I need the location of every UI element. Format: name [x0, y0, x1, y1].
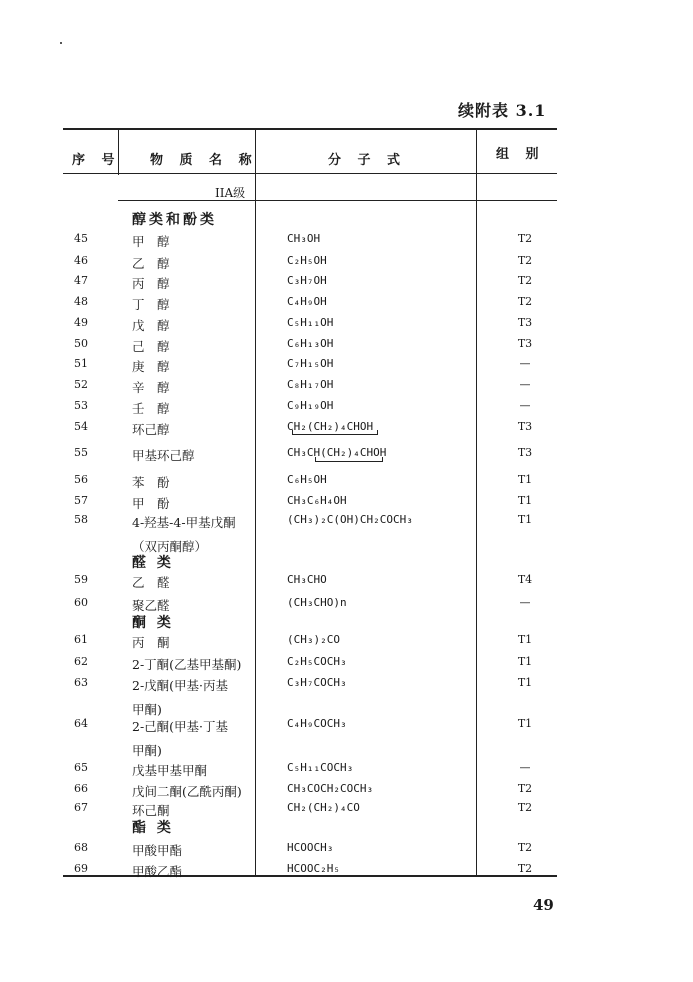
molecular-formula: C₃H₇COCH₃: [287, 676, 347, 689]
row-number: 47: [74, 274, 88, 287]
table-top-rule: [63, 128, 557, 130]
molecular-formula: C₂H₅OH: [287, 254, 327, 267]
molecular-formula: (CH₃)₂CO: [287, 633, 340, 646]
category-esters: 酯 类: [132, 820, 174, 836]
row-number: 53: [74, 399, 88, 412]
temperature-group: T2: [517, 295, 533, 308]
substance-name: 环己酮: [132, 803, 170, 818]
substance-name: 庚 醇: [132, 359, 170, 374]
row-number: 45: [74, 232, 88, 245]
row-number: 57: [74, 494, 88, 507]
grade-bottom-rule: [118, 200, 557, 201]
substance-name: 辛 醇: [132, 380, 170, 395]
molecular-formula: CH₂(CH₂)₄CO: [287, 801, 360, 814]
molecular-formula: C₈H₁₇OH: [287, 378, 334, 391]
row-number: 65: [74, 761, 88, 774]
temperature-group: —: [519, 378, 531, 391]
molecular-formula: C₄H₉COCH₃: [287, 717, 347, 730]
row-number: 58: [74, 513, 88, 526]
row-number: 48: [74, 295, 88, 308]
temperature-group: —: [519, 596, 531, 609]
substance-name: 丁 醇: [132, 297, 170, 312]
temperature-group: T1: [517, 655, 533, 668]
row-number: 56: [74, 473, 88, 486]
molecular-formula: C₅H₁₁OH: [287, 316, 334, 329]
row-number: 60: [74, 596, 88, 609]
temperature-group: T1: [517, 717, 533, 730]
row-number: 46: [74, 254, 88, 267]
category-aldehydes: 醛 类: [132, 555, 174, 571]
substance-name: 2-戊酮(甲基·丙基: [132, 678, 229, 693]
page-number: 49: [533, 896, 554, 914]
row-number: 55: [74, 446, 88, 459]
molecular-formula: C₃H₇OH: [287, 274, 327, 287]
molecular-formula: C₆H₁₃OH: [287, 337, 334, 350]
temperature-group: T1: [517, 473, 533, 486]
row-number: 69: [74, 862, 88, 875]
temperature-group: T2: [517, 801, 533, 814]
temperature-group: T1: [517, 676, 533, 689]
substance-name: 戊 醇: [132, 318, 170, 333]
row-number: 51: [74, 357, 88, 370]
temperature-group: T2: [517, 274, 533, 287]
substance-name: 甲酸乙酯: [132, 864, 183, 879]
substance-name: 乙 醛: [132, 575, 170, 590]
temperature-group: T2: [517, 254, 533, 267]
temperature-group: T2: [517, 782, 533, 795]
molecular-formula: C₉H₁₉OH: [287, 399, 334, 412]
row-number: 52: [74, 378, 88, 391]
molecular-formula: C₂H₅COCH₃: [287, 655, 347, 668]
grade-label: IIA级: [215, 186, 246, 200]
substance-name: 戊基甲基甲酮: [132, 763, 208, 778]
molecular-formula: CH₂(CH₂)₄CHOH: [287, 420, 374, 433]
substance-name: 甲酮): [132, 743, 162, 758]
substance-name: 甲酸甲酯: [132, 843, 183, 858]
substance-name: 甲酮): [132, 702, 162, 717]
temperature-group: T1: [517, 513, 533, 526]
row-number: 64: [74, 717, 88, 730]
temperature-group: —: [519, 399, 531, 412]
header-group: 组 别: [496, 147, 545, 162]
molecular-formula: HCOOCH₃: [287, 841, 334, 854]
molecular-formula: CH₃OH: [287, 232, 321, 245]
substance-name: 甲 醇: [132, 234, 170, 249]
molecular-formula: CH₃CHO: [287, 573, 327, 586]
molecular-formula: C₆H₅OH: [287, 473, 327, 486]
molecular-formula: C₇H₁₅OH: [287, 357, 334, 370]
temperature-group: T2: [517, 232, 533, 245]
molecular-formula: CH₃C₆H₄OH: [287, 494, 347, 507]
substance-name: 戊间二酮(乙酰丙酮): [132, 784, 242, 799]
temperature-group: T2: [517, 841, 533, 854]
substance-name: 丙 醇: [132, 276, 170, 291]
temperature-group: T3: [517, 420, 533, 433]
temperature-group: —: [519, 357, 531, 370]
substance-name: 苯 酚: [132, 475, 170, 490]
col-divider-3: [476, 130, 477, 876]
molecular-formula: CH₃COCH₂COCH₃: [287, 782, 374, 795]
substance-name: （双丙酮醇）: [132, 539, 208, 554]
category-alcohols: 醇类和酚类: [132, 212, 217, 228]
molecular-formula: C₄H₉OH: [287, 295, 327, 308]
row-number: 49: [74, 316, 88, 329]
molecular-formula: CH₃CH(CH₂)₄CHOH: [287, 446, 387, 459]
temperature-group: T3: [517, 316, 533, 329]
substance-name: 甲基环己醇: [132, 448, 195, 463]
temperature-group: T3: [517, 337, 533, 350]
substance-name: 4-羟基-4-甲基戊酮: [132, 515, 236, 530]
header-num: 序 号: [72, 153, 121, 168]
row-number: 50: [74, 337, 88, 350]
substance-name: 丙 酮: [132, 635, 170, 650]
substance-name: 2-丁酮(乙基甲基酮): [132, 657, 242, 672]
row-number: 66: [74, 782, 88, 795]
molecular-formula: HCOOC₂H₅: [287, 862, 340, 875]
temperature-group: T3: [517, 446, 533, 459]
header-bottom-rule: [63, 173, 557, 174]
row-number: 61: [74, 633, 88, 646]
row-number: 63: [74, 676, 88, 689]
substance-name: 己 醇: [132, 339, 170, 354]
substance-name: 甲 酚: [132, 496, 170, 511]
header-name: 物 质 名 称: [150, 153, 258, 168]
row-number: 62: [74, 655, 88, 668]
row-number: 54: [74, 420, 88, 433]
molecular-formula: (CH₃CHO)n: [287, 596, 347, 609]
temperature-group: T1: [517, 494, 533, 507]
temperature-group: T4: [517, 573, 533, 586]
substance-name: 2-己酮(甲基·丁基: [132, 719, 229, 734]
molecular-formula: (CH₃)₂C(OH)CH₂COCH₃: [287, 513, 413, 526]
category-ketones: 酮 类: [132, 615, 174, 631]
substance-name: 聚乙醛: [132, 598, 170, 613]
temperature-group: T2: [517, 862, 533, 875]
substance-name: 壬 醇: [132, 401, 170, 416]
header-formula: 分 子 式: [328, 153, 407, 168]
row-number: 59: [74, 573, 88, 586]
substance-name: 环己醇: [132, 422, 170, 437]
substance-name: 乙 醇: [132, 256, 170, 271]
col-divider-2: [255, 130, 256, 876]
stray-dot: [60, 42, 62, 44]
row-number: 68: [74, 841, 88, 854]
temperature-group: —: [519, 761, 531, 774]
table-caption: 续附表 3.1: [458, 101, 547, 120]
row-number: 67: [74, 801, 88, 814]
temperature-group: T1: [517, 633, 533, 646]
molecular-formula: C₅H₁₁COCH₃: [287, 761, 354, 774]
